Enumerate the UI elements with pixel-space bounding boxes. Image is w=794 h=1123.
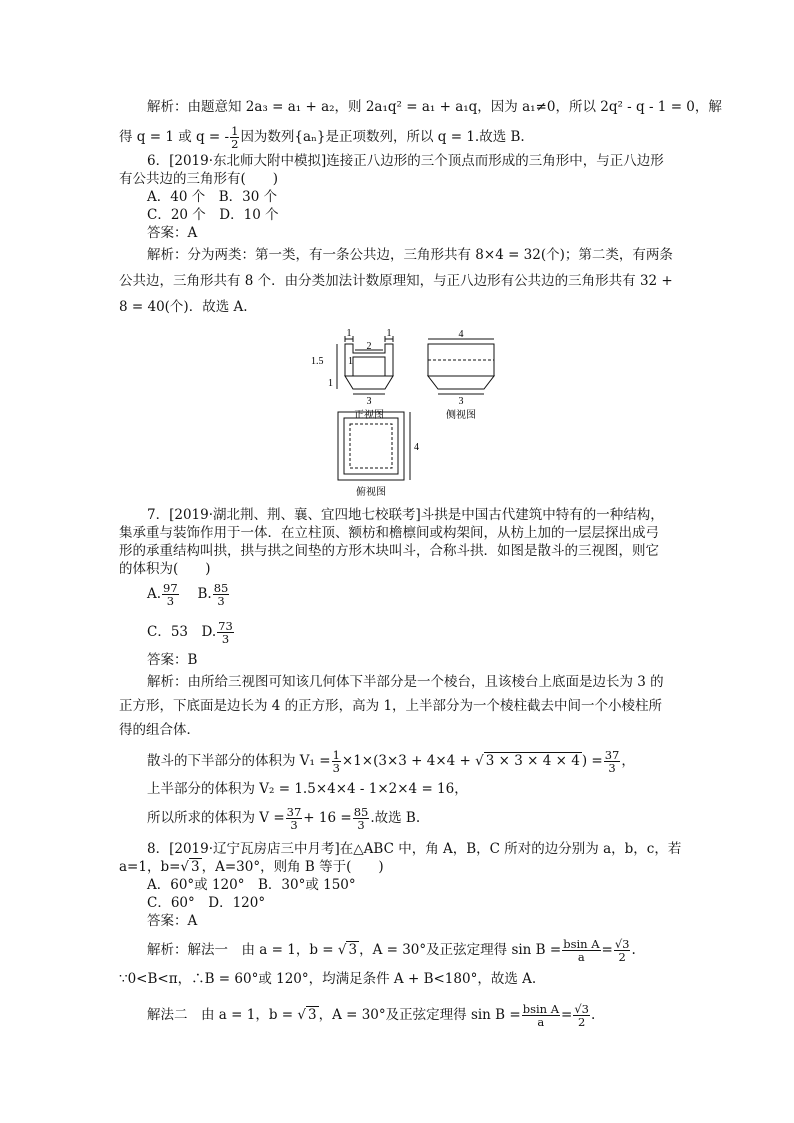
formula-text: ×1×(3×3 + 4×4 + (341, 753, 471, 769)
q7-option-d-fraction (217, 620, 234, 645)
fraction-numerator: 37 (286, 805, 302, 819)
front-view-label: 正视图 (354, 410, 384, 421)
three-view-figure (310, 324, 510, 504)
top-view-hidden-rect (350, 424, 392, 468)
q7-stem-line-2: 集承重与装饰作用于一体．在立柱顶、额枋和檐檩间或构架间，从枋上加的一层层探出成弓 (119, 525, 659, 541)
formula-text: 解析：解法一 由 a = 1，b = (147, 942, 334, 958)
formula-text: ，A = 30°及正弦定理得 sin B = (359, 942, 562, 958)
fraction-denominator: 3 (608, 761, 616, 775)
q7-option-b-fraction (213, 582, 230, 607)
q7-v1-formula: 散斗的下半部分的体积为 V₁ = $\frac{1}{3}$ ×1×(3×3 + 4×4 + √ 3 × 3 × 4 × 4 ) = $\frac{37}{3}$ ， (147, 748, 635, 775)
q7-solution-line-2: 正方形，下底面是边长为 4 的正方形，高为 1，上半部分为一个棱柱截去中间一个小棱柱所 (119, 698, 663, 714)
dimension-label: 1 (348, 356, 353, 367)
q6-stem-line-2: 有公共边的三角形有( ) (119, 171, 279, 187)
q6-answer: 答案：A (147, 225, 198, 241)
formula-text: .故选 B. (370, 810, 421, 826)
fraction-denominator: 3 (357, 818, 365, 832)
side-view (428, 339, 494, 394)
q5-solution-text: 因为数列{aₙ}是正项数列，所以 q = 1.故选 B. (240, 129, 525, 145)
formula-text: . (590, 1007, 596, 1023)
q8-options-line-1: A．60°或 120° B．30°或 150° (147, 877, 356, 893)
formula-text: + 16 = (303, 810, 352, 826)
side-view-frustum-outline (428, 376, 494, 389)
fraction (230, 125, 239, 150)
fraction-denominator: 3 (332, 761, 340, 775)
fraction-numerator: 1 (231, 124, 239, 138)
side-view-label: 侧视图 (446, 410, 476, 421)
dimension-label: 4 (458, 329, 464, 340)
fraction (573, 1003, 590, 1028)
fraction-denominator: 3 (290, 818, 298, 832)
front-view (337, 336, 393, 394)
q7-v2-formula: 上半部分的体积为 V₂ = 1.5×4×4 - 1×2×4 = 16， (147, 781, 468, 797)
q7-options-line-1 (147, 582, 230, 607)
q7-option-a-fraction (162, 582, 179, 607)
fraction-numerator: 37 (604, 748, 620, 762)
q7-solution-line-1: 解析：由所给三视图可知该几何体下半部分是一个棱台，且该棱台上底面是边长为 3 的 (147, 674, 664, 690)
q8-method-2-line-1: 解法二 由 a = 1，b = √ 3 ，A = 30°及正弦定理得 sin B = $\frac{\text{bsin A}}{a}$ = $\frac{√3}{2}$ . (147, 1002, 596, 1029)
sqrt-radicand: 3 (191, 859, 200, 875)
q8-stem-line-2: a=1，b=√ 3 ，A=30°，则角 B 等于( ) (119, 859, 384, 875)
sqrt-radicand: 3 (348, 942, 358, 958)
top-view-label: 俯视图 (356, 487, 386, 498)
front-view-frustum-outline (345, 376, 393, 389)
formula-text: 解法二 由 a = 1，b = (147, 1007, 294, 1023)
formula-text: 所以所求的体积为 V = (147, 810, 285, 826)
q7-option-d-label: D. (201, 624, 217, 640)
q7-option-c: C．53 (147, 624, 189, 640)
q7-answer: 答案：B (147, 652, 198, 668)
fraction-denominator: 3 (166, 594, 175, 608)
q7-solution-line-3: 得的组合体． (119, 722, 200, 738)
q8-method-1-line-1: 解析：解法一 由 a = 1，b = √ 3 ，A = 30°及正弦定理得 sin B = $\frac{\text{bsin A}}{a}$ = $\frac{√3}{2}$ . (147, 937, 636, 964)
formula-text: 散斗的下半部分的体积为 V₁ = (147, 753, 331, 769)
formula-text: ，A = 30°及正弦定理得 sin B = (318, 1007, 521, 1023)
fraction-numerator: 1 (332, 748, 340, 762)
fraction-numerator: bsin A (522, 1002, 560, 1016)
formula-text: = (601, 942, 613, 958)
dimension-label: 1 (328, 378, 333, 389)
q6-solution-line-1: 解析：分为两类：第一类，有一条公共边，三角形共有 8×4 = 32(个)；第二类，有两条 (147, 247, 673, 263)
q8-options-line-2: C．60° D．120° (147, 895, 266, 911)
fraction-numerator: √3 (614, 937, 630, 951)
q5-solution-line-2 (119, 125, 525, 150)
sqrt-radicand: 3 (307, 1007, 317, 1023)
q7-option-a-label: A. (147, 586, 162, 602)
q6-stem-line-1: 6．[2019·东北师大附中模拟]连接正八边形的三个顶点而形成的三角形中，与正八边形 (147, 153, 664, 169)
dimension-label: 4 (414, 442, 419, 453)
q7-stem-line-1: 7．[2019·湖北荆、荆、襄、宜四地七校联考]斗拱是中国古代建筑中特有的一种结构， (147, 507, 664, 523)
q7-stem-line-4: 的体积为( ) (119, 561, 211, 577)
q8-answer: 答案：A (147, 913, 198, 929)
q6-options-line-2: C．20 个 D．10 个 (147, 207, 279, 223)
q6-solution-line-2: 公共边，三角形共有 8 个．由分类加法计数原理知，与正八边形有公共边的三角形共有 32 + (119, 273, 673, 289)
q6-solution-line-3: 8 = 40(个)．故选 A. (119, 299, 248, 315)
fraction-denominator: 2 (231, 137, 239, 151)
fraction (353, 806, 370, 831)
fraction-numerator: bsin A (563, 937, 600, 951)
fraction (332, 749, 341, 774)
sqrt-radicand: 3 × 3 × 4 × 4 (485, 753, 580, 769)
top-view-outer-rect (338, 412, 404, 480)
fraction (286, 806, 303, 831)
dimension-label: 1 (386, 328, 392, 339)
fraction-numerator: 85 (353, 805, 369, 819)
formula-text: = (561, 1007, 573, 1023)
fraction-numerator: √3 (574, 1002, 589, 1016)
fraction-numerator: 85 (213, 581, 229, 595)
fraction-denominator: a (537, 1015, 545, 1029)
q7-total-volume-formula (147, 806, 420, 831)
formula-text: ， (621, 753, 635, 769)
fraction (614, 938, 631, 963)
dimension-label: 3 (458, 396, 464, 407)
q5-solution-text: 得 q = 1 或 q = - (119, 129, 230, 145)
fraction (604, 749, 621, 774)
q8-method-1-line-2: ∵0<B<π，∴B = 60°或 120°，均满足条件 A + B<180°，故选 A. (119, 971, 537, 987)
fraction (522, 1003, 560, 1028)
dimension-label: 3 (366, 396, 372, 407)
fraction-denominator: 2 (577, 1015, 586, 1029)
q7-options-line-2 (147, 620, 235, 645)
top-view-middle-rect (344, 418, 398, 474)
dimension-label: 1.5 (311, 356, 324, 367)
formula-text: . (631, 942, 636, 958)
q5-solution-line-1: 解析：由题意知 2a₃ = a₁ + a₂，则 2a₁q² = a₁ + a₁q，因为 a₁≠0，所以 2q² - q - 1 = 0，解 (147, 99, 722, 115)
fraction-denominator: a (577, 950, 585, 964)
q7-stem-line-3: 形的承重结构叫拱，拱与拱之间垫的方形木块叫斗，合称斗拱．如图是散斗的三视图，则它 (119, 543, 659, 559)
dimension-label: 1 (346, 328, 352, 339)
q6-options-line-1: A．40 个 B．30 个 (147, 189, 278, 205)
fraction-denominator: 3 (221, 632, 230, 646)
fraction-denominator: 3 (217, 594, 225, 608)
dimension-label: 2 (366, 341, 372, 352)
q8-stem-line-1: 8．[2019·辽宁瓦房店三中月考]在△ABC 中，角 A，B，C 所对的边分别为 a，b，c，若 (147, 841, 682, 857)
q8-stem-text: ，A=30°，则角 B 等于( ) (201, 859, 384, 875)
fraction-denominator: 2 (618, 950, 626, 964)
q7-option-b-label: B. (197, 586, 212, 602)
fraction-numerator: 97 (163, 581, 178, 595)
q8-stem-text: a=1，b= (119, 859, 181, 875)
top-view (338, 412, 410, 480)
fraction (562, 938, 600, 963)
fraction-numerator: 73 (218, 619, 233, 633)
formula-text: ) = (581, 753, 603, 769)
